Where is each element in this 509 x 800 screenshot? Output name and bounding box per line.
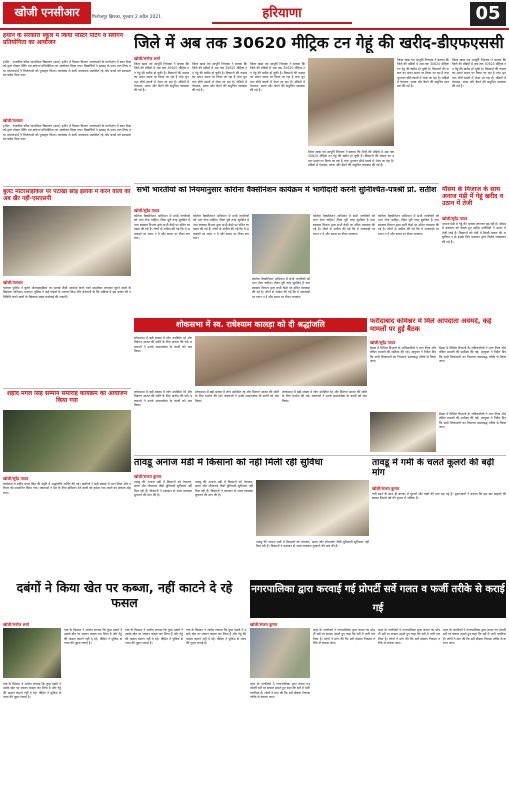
body-wheat-col4: जिला खाद्य एवं आपूर्ति नियंत्रक ने बताया कि जिले की मंडियों में अब तक 30620 मीट्रिक टन गेहूं की खरीद हो चुकी है। किसानों की फसल का उठान समय पर किया जा रहा है तथा भुगतान सीधे खातों में भेजा जा रहा है। मंडियों में पेयजल, छाया और बैठने की समुचित व्यवस्था की गई है। bbox=[308, 150, 394, 168]
body-fraud-col2: बैठक में विभिन्न विभागों के अधिकारियों ने भाग लिया और लंबित मामलों की समीक्षा की गई। आयुक्त ने निर्देश दिए कि सभी शिकायतों का निपटारा समयबद्ध तरीके से किया जाए। bbox=[439, 346, 506, 364]
body-tribute-col1: शोकसभा में बड़ी संख्या में लोग उपस्थित रहे और दिवंगत आत्मा की शांति के लिए प्रार्थना की गई। वक्ताओं ने उनके समाजसेवा के कार्यों को याद किया। bbox=[134, 336, 192, 354]
body-poster-contest-cont: हथीन : राजकीय वरिष्ठ माध्यमिक विद्यालय (बाल) हथीन में विज्ञान विभाग अध्यापकों के मार्गदर्शन में बाल शिक्षकों द्वारा पोस्टर पेंटिंग एवं स्लोगन प्रतियोगिता का आयोजन किया गया। विद्यार्थियों ने उत्साह के साथ भाग लिया तथा प्रधानाचार्य ने विजेताओं को पुरस्कृत किया। कार्यक्रम में सभी अध्यापक उपस्थित रहे और बच्चों को स्वच्छता का संदेश दिया गया। bbox=[3, 124, 131, 142]
body-fraud-col3: बैठक में विभिन्न विभागों के अधिकारियों ने भाग लिया और लंबित मामलों की समीक्षा की गई। आयुक्त ने निर्देश दिए कि सभी शिकायतों का निपटारा समयबद्ध तरीके से किया जाए। bbox=[439, 412, 506, 430]
headline-vaccination: सभी भारतीयों को नियमानुसार कोरोना वैक्सीनेशन कार्यक्रम में भागीदारी करनी सुनिश्चित-पत्रश्री प्रो. सतीश bbox=[136, 186, 437, 194]
body-no-facility-col2: तावडू की अनाज मंडी में किसानों को पेयजल, छाया और शौचालय जैसी बुनियादी सुविधाएं नहीं मिल रही हैं। किसानों ने प्रशासन से जल्द व्यवस्था सुधारने की मांग की है। bbox=[195, 480, 253, 498]
body-wheat-col3: जिला खाद्य एवं आपूर्ति नियंत्रक ने बताया कि जिले की मंडियों में अब तक 30620 मीट्रिक टन गेहूं की खरीद हो चुकी है। किसानों की फसल का उठान समय पर किया जा रहा है तथा भुगतान सीधे खातों में भेजा जा रहा है। मंडियों में पेयजल, छाया और बैठने की समुचित व्यवस्था की गई है। bbox=[250, 62, 305, 93]
body-tribute-col3: शोकसभा में बड़ी संख्या में लोग उपस्थित रहे और दिवंगत आत्मा की शांति के लिए प्रार्थना की गई। वक्ताओं ने उनके समाजसेवा के कार्यों को याद किया। bbox=[195, 390, 279, 403]
byline-property: खोजी/संजय कुमार bbox=[250, 622, 278, 627]
section-title: हरियाणा bbox=[212, 4, 352, 24]
headline-weather: मौसम के मिजाज के साथ अनाज मंडी में गेहूं खरीद व उठान में तेजी bbox=[442, 186, 504, 208]
body-no-facility-col1: तावडू की अनाज मंडी में किसानों को पेयजल, छाया और शौचालय जैसी बुनियादी सुविधाएं नहीं मिल रही हैं। किसानों ने प्रशासन से जल्द व्यवस्था सुधारने की मांग की है। bbox=[134, 480, 192, 498]
headline-poster-contest: हथीन के सरकारी स्कूल में किया पोस्टर पेंटिंग व स्लोगन प्रतियोगिता का आयोजन bbox=[3, 33, 123, 46]
body-property-col4: शहर के नागरिकों ने नगरपालिका द्वारा कराए गए प्रोपर्टी सर्वे पर सवाल उठाते हुए कहा कि सर्वे में भारी गलतियां हैं। लोगों ने मांग की कि सर्वे दोबारा निष्पक्ष तरीके से कराया जाए। bbox=[443, 628, 506, 646]
byline-bullet: खोजी/पलवल bbox=[3, 280, 23, 285]
date-line: फिरोजपुर झिरका, गुरुवार 2 अप्रैल 2021 bbox=[92, 15, 162, 20]
body-farm-col4: गांव के किसान ने आरोप लगाया कि कुछ दबंगों ने उसके खेत पर जबरन कब्जा कर लिया है और गेहूं की फसल काटने नहीं दे रहे। पीड़ित ने पुलिस से न्याय की गुहार लगाई है। bbox=[186, 628, 246, 646]
byline-wheat: खोजी/मनोज शर्मा bbox=[134, 56, 160, 61]
body-vaccination-col1: कोरोना वैक्सीनेशन अभियान में सभी नागरिकों को भाग लेना चाहिए। टीका पूरी तरह सुरक्षित है तथा स्वास्थ्य विभाग द्वारा सभी केंद्रों पर उचित व्यवस्था की गई है। लोगों से अपील की गई कि वे अफवाहों पर ध्यान न दें और समय पर टीका लगवाएं। bbox=[134, 214, 190, 241]
byline-vaccination: खोजी/सुरेंद्र यादव bbox=[134, 208, 160, 213]
photo-mandi bbox=[256, 480, 369, 536]
photo-meeting bbox=[370, 412, 436, 452]
body-farm-col2: गांव के किसान ने आरोप लगाया कि कुछ दबंगों ने उसके खेत पर जबरन कब्जा कर लिया है और गेहूं की फसल काटने नहीं दे रहे। पीड़ित ने पुलिस से न्याय की गुहार लगाई है। bbox=[3, 682, 61, 700]
masthead-rule bbox=[0, 28, 509, 30]
body-farm-col3: गांव के किसान ने आरोप लगाया कि कुछ दबंगों ने उसके खेत पर जबरन कब्जा कर लिया है और गेहूं की फसल काटने नहीं दे रहे। पीड़ित ने पुलिस से न्याय की गुहार लगाई है। bbox=[125, 628, 183, 646]
body-tribute-col2: शोकसभा में बड़ी संख्या में लोग उपस्थित रहे और दिवंगत आत्मा की शांति के लिए प्रार्थना की गई। वक्ताओं ने उनके समाजसेवा के कार्यों को याद किया। bbox=[134, 390, 192, 408]
photo-farm bbox=[3, 628, 61, 678]
body-bullet: पलवल पुलिस ने बुलेट मोटरसाइकिल पर पटाखे जैसी आवाज करने वाले साइलेंसर लगाकर घूमने वालों के खिलाफ अभियान चलाया। पुलिस ने कई वाहनों के चालान किए और चेतावनी दी कि भविष्य में इस प्रकार की गतिविधि करने वालों के खिलाफ सख्त कार्रवाई की जाएगी। bbox=[3, 286, 131, 299]
divider bbox=[3, 186, 131, 187]
page-number: 05 bbox=[470, 2, 506, 26]
headline-farm-encroachment: दबंगों ने किया खेत पर कब्जा, नहीं काटने दे रहे फसल bbox=[16, 580, 233, 610]
byline-farm: खोजी/मनोज शर्मा bbox=[3, 622, 29, 627]
body-vaccination-col2: कोरोना वैक्सीनेशन अभियान में सभी नागरिकों को भाग लेना चाहिए। टीका पूरी तरह सुरक्षित है तथा स्वास्थ्य विभाग द्वारा सभी केंद्रों पर उचित व्यवस्था की गई है। लोगों से अपील की गई कि वे अफवाहों पर ध्यान न दें और समय पर टीका लगवाएं। bbox=[193, 214, 249, 241]
body-no-facility-col3: तावडू की अनाज मंडी में किसानों को पेयजल, छाया और शौचालय जैसी बुनियादी सुविधाएं नहीं मिल रही हैं। किसानों ने प्रशासन से जल्द व्यवस्था सुधारने की मांग की है। bbox=[256, 540, 369, 549]
headline-heatwave: तावडू में गर्मी के चलते कूलरों की बढ़ी मांग bbox=[372, 458, 495, 479]
body-property-col2: शहर के नागरिकों ने नगरपालिका द्वारा कराए गए प्रोपर्टी सर्वे पर सवाल उठाते हुए कहा कि सर्वे में भारी गलतियां हैं। लोगों ने मांग की कि सर्वे दोबारा निष्पक्ष तरीके से कराया जाए। bbox=[313, 628, 375, 646]
masthead bbox=[0, 0, 509, 28]
body-wheat-col2: जिला खाद्य एवं आपूर्ति नियंत्रक ने बताया कि जिले की मंडियों में अब तक 30620 मीट्रिक टन गेहूं की खरीद हो चुकी है। किसानों की फसल का उठान समय पर किया जा रहा है तथा भुगतान सीधे खातों में भेजा जा रहा है। मंडियों में पेयजल, छाया और बैठने की समुचित व्यवस्था की गई है। bbox=[192, 62, 247, 93]
body-vaccination-col3: कोरोना वैक्सीनेशन अभियान में सभी नागरिकों को भाग लेना चाहिए। टीका पूरी तरह सुरक्षित है तथा स्वास्थ्य विभाग द्वारा सभी केंद्रों पर उचित व्यवस्था की गई है। लोगों से अपील की गई कि वे अफवाहों पर ध्यान न दें और समय पर टीका लगवाएं। bbox=[252, 277, 310, 299]
newspaper-logo: खोजी एनसीआर bbox=[3, 2, 91, 24]
photo-tribute bbox=[195, 336, 367, 386]
divider bbox=[3, 388, 131, 389]
body-wheat-col1: जिला खाद्य एवं आपूर्ति नियंत्रक ने बताया कि जिले की मंडियों में अब तक 30620 मीट्रिक टन गेहूं की खरीद हो चुकी है। किसानों की फसल का उठान समय पर किया जा रहा है तथा भुगतान सीधे खातों में भेजा जा रहा है। मंडियों में पेयजल, छाया और बैठने की समुचित व्यवस्था की गई है। bbox=[134, 62, 189, 93]
body-wheat-col5: जिला खाद्य एवं आपूर्ति नियंत्रक ने बताया कि जिले की मंडियों में अब तक 30620 मीट्रिक टन गेहूं की खरीद हो चुकी है। किसानों की फसल का उठान समय पर किया जा रहा है तथा भुगतान सीधे खातों में भेजा जा रहा है। मंडियों में पेयजल, छाया और बैठने की समुचित व्यवस्था की गई है। bbox=[397, 58, 449, 89]
body-farm-col1: गांव के किसान ने आरोप लगाया कि कुछ दबंगों ने उसके खेत पर जबरन कब्जा कर लिया है और गेहूं की फसल काटने नहीं दे रहे। पीड़ित ने पुलिस से न्याय की गुहार लगाई है। bbox=[64, 628, 122, 646]
body-vaccination-col5: कोरोना वैक्सीनेशन अभियान में सभी नागरिकों को भाग लेना चाहिए। टीका पूरी तरह सुरक्षित है तथा स्वास्थ्य विभाग द्वारा सभी केंद्रों पर उचित व्यवस्था की गई है। लोगों से अपील की गई कि वे अफवाहों पर ध्यान न दें और समय पर टीका लगवाएं। bbox=[378, 214, 439, 236]
headline-property-survey: नगरपालिका द्वारा करवाई गई प्रोपर्टी सर्वे गलत व फर्जी तरीके से कराई गई bbox=[250, 580, 506, 618]
divider bbox=[134, 455, 506, 456]
headline-fraud-cases: फरीदाबाद कमिश्नर में मिले आपदाता अवमर्द, कई मामलों पर हुई बैठक bbox=[370, 318, 492, 333]
divider bbox=[134, 183, 439, 184]
body-martyr: कार्यक्रम में शहीद मंगल सिंह की स्मृति में श्रद्धांजलि अर्पित की गई। ग्रामीणों ने बड़ी संख्या में भाग लिया और परिवार को सम्मानित किया गया। वक्ताओं ने देश के लिए बलिदान देने वालों को हमेशा याद रखने का संकल्प दोहराया। bbox=[3, 482, 131, 495]
photo-vaccination bbox=[252, 214, 310, 274]
byline-martyr: खोजी/सुरेंद्र यादव bbox=[3, 476, 29, 481]
byline-fraud: खोजी/सुरेंद्र यादव bbox=[370, 340, 396, 345]
body-weather: अनाज मंडी में गेहूं की आवक लगातार बढ़ रही है। मौसम में बदलाव को देखते हुए खरीद एजेंसियों ने उठान में तेजी लाई है। किसानों को मंडी में किसी प्रकार की असुविधा न हो इसके लिए प्रशासन द्वारा विशेष व्यवस्थाएं की गई हैं। bbox=[442, 222, 506, 244]
headline-tribute: शोकसभा में स्व. राधेश्याम कालड़ा को दी श्रद्धांजलि bbox=[134, 318, 367, 332]
body-heatwave: गर्मी बढ़ने के साथ ही बाजार में कूलरों और पंखों की मांग बढ़ गई है। दुकानदारों ने बताया कि इस बार ग्राहकों की संख्या पिछले वर्ष की तुलना में अधिक है। bbox=[372, 492, 506, 501]
photo-wheat-market bbox=[308, 58, 394, 146]
headline-bullet: बुलेट मोटरसाइकिल पर पटाखा छोड़ इलाके में करने वालों की अब खैर नहीं-एसएसपी bbox=[3, 189, 131, 202]
body-vaccination-col4: कोरोना वैक्सीनेशन अभियान में सभी नागरिकों को भाग लेना चाहिए। टीका पूरी तरह सुरक्षित है तथा स्वास्थ्य विभाग द्वारा सभी केंद्रों पर उचित व्यवस्था की गई है। लोगों से अपील की गई कि वे अफवाहों पर ध्यान न दें और समय पर टीका लगवाएं। bbox=[313, 214, 375, 236]
byline-poster-contest: खोजी/पलवल bbox=[3, 118, 23, 123]
body-tribute-col4: शोकसभा में बड़ी संख्या में लोग उपस्थित रहे और दिवंगत आत्मा की शांति के लिए प्रार्थना की गई। वक्ताओं ने उनके समाजसेवा के कार्यों को याद किया। bbox=[282, 390, 367, 403]
byline-weather: खोजी/सुरेंद्र यादव bbox=[442, 216, 468, 221]
headline-martyr: शहीद मंगल सिंह सम्मान समारोह कार्यक्रम का आयोजन किया गया bbox=[6, 391, 128, 404]
main-headline: जिले में अब तक 30620 मीट्रिक टन गेहूं की खरीद-डीएफएससी bbox=[134, 34, 504, 52]
headline-no-facility: तावडू अनाज मंडी में किसानों को नहीं मिली रही सुविधा bbox=[134, 458, 323, 468]
body-property-col1: शहर के नागरिकों ने नगरपालिका द्वारा कराए गए प्रोपर्टी सर्वे पर सवाल उठाते हुए कहा कि सर्वे में भारी गलतियां हैं। लोगों ने मांग की कि सर्वे दोबारा निष्पक्ष तरीके से कराया जाए। bbox=[250, 682, 310, 700]
photo-motorcycles bbox=[3, 206, 131, 276]
body-wheat-col6: जिला खाद्य एवं आपूर्ति नियंत्रक ने बताया कि जिले की मंडियों में अब तक 30620 मीट्रिक टन गेहूं की खरीद हो चुकी है। किसानों की फसल का उठान समय पर किया जा रहा है तथा भुगतान सीधे खातों में भेजा जा रहा है। मंडियों में पेयजल, छाया और बैठने की समुचित व्यवस्था की गई है। bbox=[452, 58, 506, 89]
photo-municipality bbox=[250, 628, 310, 678]
byline-heatwave: खोजी/संजय कुमार bbox=[372, 486, 400, 491]
body-property-col3: शहर के नागरिकों ने नगरपालिका द्वारा कराए गए प्रोपर्टी सर्वे पर सवाल उठाते हुए कहा कि सर्वे में भारी गलतियां हैं। लोगों ने मांग की कि सर्वे दोबारा निष्पक्ष तरीके से कराया जाए। bbox=[378, 628, 440, 646]
byline-no-facility: खोजी/संजय कुमार bbox=[134, 474, 162, 479]
photo-ceremony bbox=[3, 410, 131, 472]
body-poster-contest: हथीन : राजकीय वरिष्ठ माध्यमिक विद्यालय (बाल) हथीन में विज्ञान विभाग अध्यापकों के मार्गदर्शन में बाल शिक्षकों द्वारा पोस्टर पेंटिंग एवं स्लोगन प्रतियोगिता का आयोजन किया गया। विद्यार्थियों ने उत्साह के साथ भाग लिया तथा प्रधानाचार्य ने विजेताओं को पुरस्कृत किया। कार्यक्रम में सभी अध्यापक उपस्थित रहे और बच्चों को स्वच्छता का संदेश दिया गया। bbox=[3, 60, 131, 78]
body-fraud-col1: बैठक में विभिन्न विभागों के अधिकारियों ने भाग लिया और लंबित मामलों की समीक्षा की गई। आयुक्त ने निर्देश दिए कि सभी शिकायतों का निपटारा समयबद्ध तरीके से किया जाए। bbox=[370, 346, 436, 364]
